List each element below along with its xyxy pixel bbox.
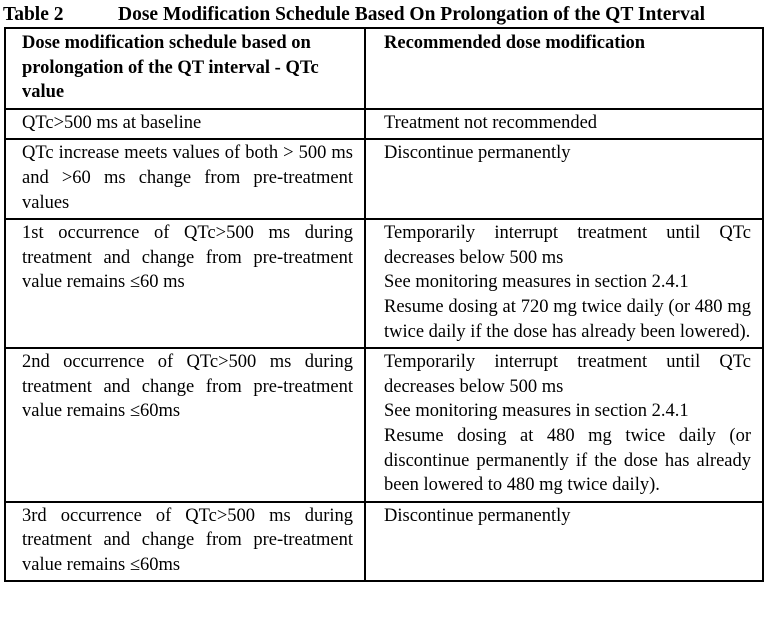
- action-line: Resume dosing at 480 mg twice daily (or discontinue permanently if the dose has already been lowered to 480 mg twice daily).: [384, 425, 751, 496]
- action-cell: [365, 139, 763, 219]
- dose-modification-table: [4, 27, 764, 582]
- action-line: Temporarily interrupt treatment until QTc decreases below 500 ms: [384, 352, 751, 397]
- table-row: [5, 139, 763, 219]
- table-caption: [3, 2, 767, 28]
- table-row: [5, 502, 763, 582]
- condition-cell: 1st occurrence of QTc>500 ms during treatment and change from pre-treatment value remains ≤60 ms: [5, 219, 365, 348]
- condition-cell: 2nd occurrence of QTc>500 ms during treatment and change from pre-treatment value remains ≤60ms: [5, 348, 365, 502]
- condition-cell: 3rd occurrence of QTc>500 ms during treatment and change from pre-treatment value remains ≤60ms: [5, 502, 365, 582]
- action-line: Temporarily interrupt treatment until QTc decreases below 500 ms: [384, 223, 751, 268]
- action-line: See monitoring measures in section 2.4.1: [384, 272, 689, 293]
- action-cell: [365, 109, 763, 140]
- action-line: Discontinue permanently: [384, 505, 571, 526]
- action-line: Discontinue permanently: [384, 143, 571, 164]
- action-line: Treatment not recommended: [384, 112, 598, 133]
- action-cell: [365, 348, 763, 502]
- condition-cell: QTc increase meets values of both > 500 ms and >60 ms change from pre-treatment values: [5, 139, 365, 219]
- action-cell: [365, 502, 763, 582]
- table-row: [5, 109, 763, 140]
- action-line: See monitoring measures in section 2.4.1: [384, 401, 689, 422]
- table-label: Table 2: [3, 4, 64, 25]
- header-row: [5, 28, 763, 109]
- condition-cell: QTc>500 ms at baseline: [5, 109, 365, 140]
- header-recommended-modification: Recommended dose modification: [365, 28, 763, 109]
- table-row: [5, 219, 763, 348]
- header-qtc-value: Dose modification schedule based on prolongation of the QT interval - QTc value: [5, 28, 365, 109]
- table-row: [5, 348, 763, 502]
- table-title: Dose Modification Schedule Based On Prolongation of the QT Interval: [118, 4, 706, 25]
- action-line: Resume dosing at 720 mg twice daily (or 480 mg twice daily if the dose has already been lowered).: [384, 296, 751, 342]
- action-cell: [365, 219, 763, 348]
